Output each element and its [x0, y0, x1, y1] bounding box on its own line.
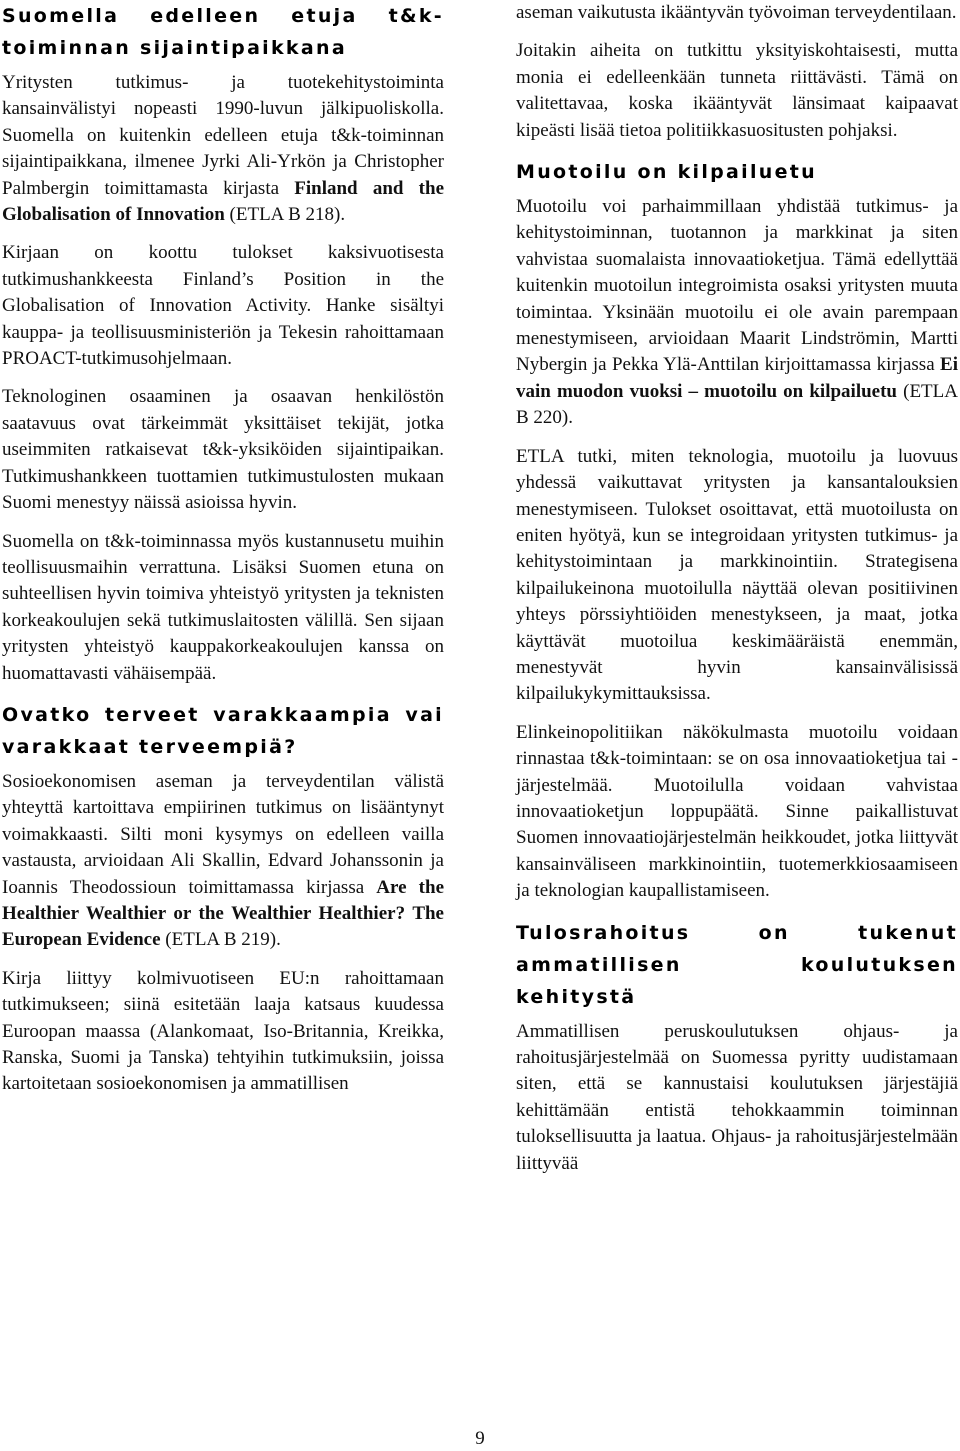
right-column: [516, 0, 958, 1189]
book-title: Are the Healthier Wealthier or the Wealthier Healthier? The European Evidence: [2, 876, 444, 951]
paragraph: Yritysten tutkimus- ja tuotekehitystoiminta kansainvälistyi nopeasti 1990-luvun jälkipuoliskolla. Suomella on kuitenkin edelleen etuja t&k-toiminnan sijaintipaikkana, ilmenee Jyrki Ali-Yrkön ja Christopher Palmbergin toimittamasta kirjasta Finland and the Globalisation of Innovation (ETLA B 218).: [2, 72, 445, 226]
heading-design-advantage: Muotoilu on kilpailuetu: [516, 161, 818, 184]
paragraph: aseman vaikutusta ikääntyvän työvoiman terveydentilaan.: [516, 2, 957, 23]
paragraph: Suomella on t&k-toiminnassa myös kustannusetu muihin teollisuusmaihin verrattuna. Lisäksi Suomen etuna on suhteellisen hyvin toimiva yhteistyö yritysten ja teknisten korkeakoulujen sekä tutkimuslaitosten välillä. Sen sijaan yritysten yhteistyö kauppakorkeakoulujen kanssa on huomattavasti vähäisempää.: [2, 530, 444, 684]
paragraph: Kirja liittyy kolmivuotiseen EU:n rahoittamaan tutkimukseen; siinä esitetään laaja katsaus kuudessa Euroopan maassa (Alankomaat, Iso-Britannia, Kreikka, Ranska, Suomi ja Tanska) tehtyihin tutkimuksiin, joissa kartoitetaan sosioekonomisen ja ammatillisen: [2, 967, 444, 1095]
paragraph: Sosioekonomisen aseman ja terveydentilan välistä yhteyttä kartoittava empiirinen tutkimus on lisääntynyt voimakkaasti. Silti moni kysymys on edelleen vailla vastausta, arvioidaan Ali Skallin, Edvard Johanssonin ja Ioannis Theodossioun toimittamassa kirjassa Are the Healthier Wealthier or the Wealthier Healthier? The European Evidence (ETLA B 219).: [2, 770, 444, 951]
heading-performance-funding: Tulosrahoitus on tukenut ammatillisen koulutuksen kehitystä: [516, 921, 958, 1008]
page-number: 9: [475, 1428, 485, 1449]
paragraph: ETLA tutki, miten teknologia, muotoilu ja luovuus yhdessä vaikuttavat yritysten ja kansantalouksien menestymiseen. Tulokset osoittavat, että muotoilusta on eniten hyötyä, kun se integroidaan yritysten tutkimus- ja kehitystoimintaan ja markkinointiin. Strategisena kilpailukeinona muotoilulla näyttää olevan positiivinen yhteys pörssiyhtiöiden menestykseen, ja maat, jotka käyttävät muotoilua keskimääräistä enemmän, menestyvät hyvin kansainvälisissä kilpailukykymittauksissa.: [516, 445, 958, 705]
paragraph: Teknologinen osaaminen ja osaavan henkilöstön saatavuus ovat tärkeimmät yksittäiset tekijät, jotka useimmiten ratkaisevat t&k-yksiköiden sijaintipaikan. Tutkimushankkeen tuottamien tutkimustulosten mukaan Suomi menestyy näissä asioissa hyvin.: [2, 386, 444, 514]
left-column: [2, 0, 444, 1110]
paragraph: Ammatillisen peruskoulutuksen ohjaus- ja rahoitusjärjestelmää on Suomessa pyritty uudistamaan siten, että se kannustaisi koulutuksen järjestäjiä kehittämään entistä tehokkaammin toiminnan tuloksellisuutta ja laatua. Ohjaus- ja rahoitusjärjestelmään liittyvää: [516, 1020, 958, 1174]
paragraph: Muotoilu voi parhaimmillaan yhdistää tutkimus- ja kehitystoiminnan, tuotannon ja markkinat ja siten vahvistaa suomalaista innovaatioketjua. Tämä edellyttää kuitenkin muotoilun integroimista osaksi yritysten muuta toimintaa. Yksinään muotoilu ei ole avain parempaan menestymiseen, arvioidaan Maarit Lindströmin, Martti Nybergin ja Pekka Ylä-Anttilan kirjoittamassa kirjassa Ei vain muodon vuoksi – muotoilu on kilpailuetu (ETLA B 220).: [516, 196, 958, 429]
paragraph: Joitakin aiheita on tutkittu yksityiskohtaisesti, mutta monia ei edelleenkään tunneta riittävästi. Tämä on valitettavaa, koska ikääntyvät länsimaat kaipaavat kipeästi lisää tietoa politiikkasuositusten pohjaksi.: [516, 40, 958, 141]
paragraph: Kirjaan on koottu tulokset kaksivuotisesta tutkimushankkeesta Finland’s Position in the Globalisation of Innovation Activity. Hanke sisältyi kauppa- ja teollisuusministeriön ja Tekesin rahoittamaan PROACT-tutkimusohjelmaan.: [2, 242, 444, 370]
paragraph: Elinkeinopolitiikan näkökulmasta muotoilu voidaan rinnastaa t&k-toimintaan: se on osa innovaatioketjua tai -järjestelmää. Muotoilulla voidaan vahvistaa innovaatioketjun loppupäätä. Sinne paikallistuvat Suomen innovaatiojärjestelmän heikkoudet, jotka liittyvät kansainväliseen markkinointiin, tuotemerkkiosaamiseen ja teknologian kaupallistamiseen.: [516, 721, 958, 902]
heading-rd-location: Suomella edelleen etuja t&k-toiminnan sijaintipaikkana: [2, 5, 444, 59]
book-title: Finland and the Globalisation of Innovation: [2, 177, 445, 226]
heading-health-wealth: Ovatko terveet varakkaampia vai varakkaat terveempiä?: [2, 703, 444, 758]
book-title: Ei vain muodon vuoksi – muotoilu on kilpailuetu: [516, 354, 958, 402]
